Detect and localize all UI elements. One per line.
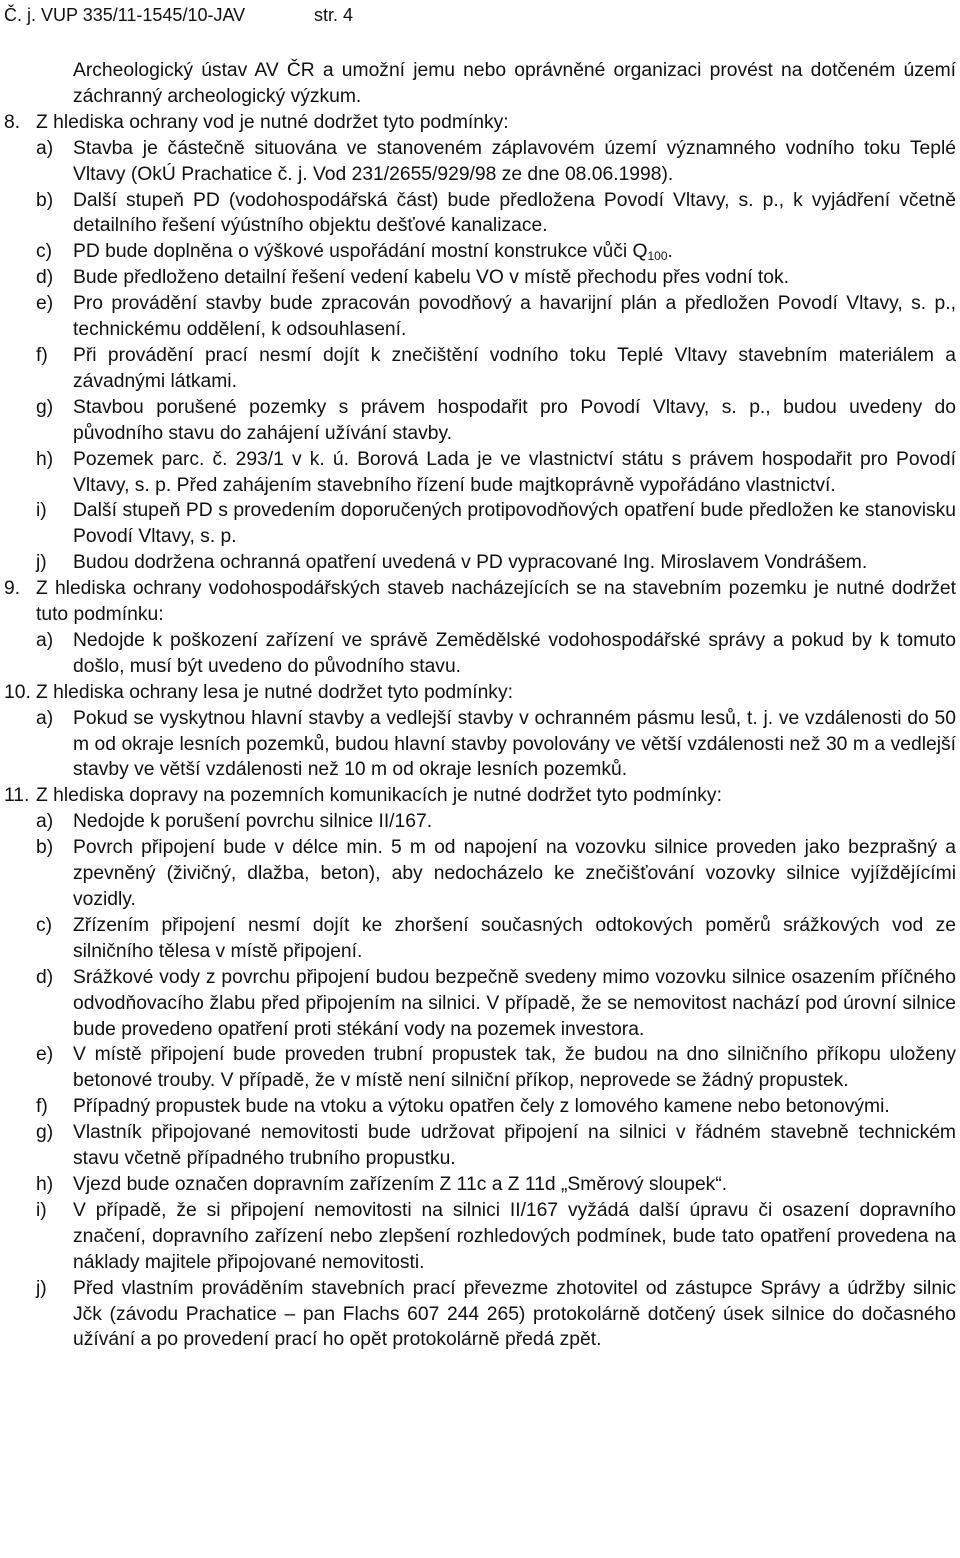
document-body: [0, 58, 960, 1353]
section-title: Z hlediska ochrany lesa je nutné dodržet tyto podmínky:: [36, 681, 513, 703]
condition-text: Srážkové vody z povrchu připojení budou bezpečně svedeny mimo vozovku silnice osazením příčného odvodňovacího žlabu před připojením na silnici. V případě, že se nemovitost nachází pod úrovní silnice bude provedeno opatření proti stékání vody na pozemek investora.: [73, 966, 956, 1040]
condition-item: [0, 965, 960, 1043]
condition-label: b): [36, 189, 54, 211]
page-header: [4, 4, 354, 26]
section-title: Z hlediska ochrany vod je nutné dodržet tyto podmínky:: [36, 111, 509, 133]
condition-text: Nedojde k porušení povrchu silnice II/167.: [73, 811, 433, 833]
condition-text: Nedojde k poškození zařízení ve správě Zemědělské vodohospodářské správy a pokud by k tomuto došlo, musí být uvedeno do původního stavu.: [73, 629, 956, 677]
section-number: 11.: [4, 785, 30, 807]
condition-text: Bude předloženo detailní řešení vedení kabelu VO v místě přechodu přes vodní tok.: [73, 267, 789, 289]
condition-item: [0, 913, 960, 965]
condition-label: f): [36, 1096, 48, 1118]
intro-paragraph: Archeologický ústav AV ČR a umožní jemu nebo oprávněné organizaci provést na dotčeném území záchranný archeologický výzkum.: [73, 60, 956, 107]
condition-label: h): [36, 448, 54, 470]
section-title: Z hlediska dopravy na pozemních komunikacích je nutné dodržet tyto podmínky:: [36, 785, 722, 807]
condition-item: [0, 188, 960, 240]
condition-label: h): [36, 1173, 54, 1195]
section-number: 9.: [4, 578, 21, 600]
condition-item: [0, 1120, 960, 1172]
section-heading: [0, 783, 960, 809]
condition-label: e): [36, 1044, 54, 1066]
condition-label: g): [36, 1122, 54, 1144]
condition-text: Zřízením připojení nesmí dojít ke zhoršení současných odtokových poměrů srážkových vod ze silničního tělesa v místě připojení.: [73, 914, 956, 962]
section-heading: [0, 110, 960, 136]
section-heading: [0, 680, 960, 706]
condition-text: Případný propustek bude na vtoku a výtoku opatřen čely z lomového kamene nebo betonovými.: [73, 1096, 890, 1118]
section-heading: [0, 576, 960, 628]
condition-label: e): [36, 293, 54, 315]
condition-item: [0, 498, 960, 550]
condition-item: [0, 1172, 960, 1198]
condition-label: c): [36, 241, 53, 263]
condition-text: Stavbou porušené pozemky s právem hospodařit pro Povodí Vltavy, s. p., budou uvedeny do původního stavu do zahájení užívání stavby.: [73, 396, 956, 444]
condition-text: V případě, že si připojení nemovitosti na silnici II/167 vyžádá další úpravu či osazení dopravního značení, dopravního zařízení nebo zlepšení rozhledových podmínek, bude tato opatření provedena na náklady majitele připojované nemovitosti.: [73, 1199, 956, 1273]
condition-text: PD bude doplněna o výškové uspořádání mostní konstrukce vůči Q: [73, 241, 648, 263]
condition-item: [0, 447, 960, 499]
condition-label: c): [36, 914, 53, 936]
condition-item: [0, 835, 960, 913]
condition-label: i): [36, 1199, 47, 1221]
document-reference: Č. j. VUP 335/11-1545/10-JAV: [4, 5, 246, 25]
condition-label: a): [36, 811, 54, 833]
condition-text: Pozemek parc. č. 293/1 v k. ú. Borová Lada je ve vlastnictví státu s právem hospodařit pro Povodí Vltavy, s. p. Před zahájením stavebního řízení bude majtkoprávně vypořádáno vlastnictví.: [73, 448, 956, 496]
condition-item: [0, 343, 960, 395]
condition-label: a): [36, 707, 54, 729]
page-number: str. 4: [314, 5, 354, 25]
condition-label: d): [36, 267, 54, 289]
condition-label: a): [36, 137, 54, 159]
condition-item: [0, 550, 960, 576]
section-number: 10.: [4, 681, 31, 703]
condition-item: [0, 1276, 960, 1354]
condition-text: Vlastník připojované nemovitosti bude udržovat připojení na silnici v řádném stavebně technickém stavu včetně případného trubního propustku.: [73, 1122, 956, 1170]
condition-text: V místě připojení bude proveden trubní propustek tak, že budou na dno silničního příkopu uloženy betonové trouby. V případě, že v místě není silniční příkop, neprovede se žádný propustek.: [73, 1044, 956, 1092]
condition-item: [0, 1198, 960, 1276]
condition-text: Budou dodržena ochranná opatření uvedená v PD vypracované Ing. Miroslavem Vondrášem.: [73, 552, 868, 574]
condition-text: Vjezd bude označen dopravním zařízením Z 11c a Z 11d „Směrový sloupek“.: [73, 1173, 728, 1195]
condition-text: Stavba je částečně situována ve stanoveném záplavovém území významného vodního toku Teplé Vltavy (OkÚ Prachatice č. j. Vod 231/2655/929/98 ze dne 08.06.1998).: [73, 137, 956, 185]
condition-label: d): [36, 966, 54, 988]
condition-text: Pro provádění stavby bude zpracován povodňový a havarijní plán a předložen Povodí Vltavy, s. p., technickému oddělení, k odsouhlasení.: [73, 293, 956, 341]
condition-text: Další stupeň PD (vodohospodářská část) bude předložena Povodí Vltavy, s. p., k vyjádření včetně detailního řešení výústního objektu dešťové kanalizace.: [73, 189, 956, 237]
condition-text: Další stupeň PD s provedením doporučených protipovodňových opatření bude předložen ke stanovisku Povodí Vltavy, s. p.: [73, 500, 956, 548]
condition-item: [0, 628, 960, 680]
section-number: 8.: [4, 111, 21, 133]
condition-label: g): [36, 396, 54, 418]
section-title: Z hlediska ochrany vodohospodářských staveb nacházejících se na stavebním pozemku je nutné dodržet tuto podmínku:: [36, 578, 956, 626]
condition-label: i): [36, 500, 47, 522]
condition-text: Povrch připojení bude v délce min. 5 m od napojení na vozovku silnice proveden jako bezprašný a zpevněný (živičný, dlažba, beton), aby nedocházelo ke znečišťování vozovky silnice vyjíždějícími vozidly.: [73, 837, 956, 910]
condition-item: [0, 706, 960, 784]
condition-text: Pokud se vyskytnou hlavní stavby a vedlejší stavby v ochranném pásmu lesů, t. j. ve vzdálenosti do 50 m od okraje lesních pozemků, budou hlavní stavby povolovány ve větší vzdálenosti než 30 m a vedlejší stavby ve větší vzdálenosti než 10 m od okraje lesních pozemků.: [73, 707, 956, 781]
condition-text: Před vlastním prováděním stavebních prací převezme zhotovitel od zástupce Správy a údržby silnic Jčk (závodu Prachatice – pan Flachs 607 244 265) protokolárně dotčený úsek silnice do dočasného užívání a po provedení prací ho opět protokolárně předá zpět.: [73, 1277, 956, 1351]
condition-item: [0, 809, 960, 835]
condition-item: [0, 395, 960, 447]
condition-label: a): [36, 629, 54, 651]
condition-text-end: .: [667, 241, 673, 263]
subscript: 100: [647, 249, 668, 264]
condition-label: j): [36, 552, 47, 574]
condition-item: [0, 1094, 960, 1120]
condition-item: [0, 1042, 960, 1094]
condition-item: [0, 265, 960, 291]
condition-label: j): [36, 1277, 47, 1299]
condition-item: [0, 136, 960, 188]
condition-label: b): [36, 837, 54, 859]
condition-label: f): [36, 344, 48, 366]
condition-item: [0, 239, 960, 265]
condition-text: Při provádění prací nesmí dojít k znečištění vodního toku Teplé Vltavy stavebním materiálem a závadnými látkami.: [73, 344, 956, 392]
condition-item: [0, 291, 960, 343]
